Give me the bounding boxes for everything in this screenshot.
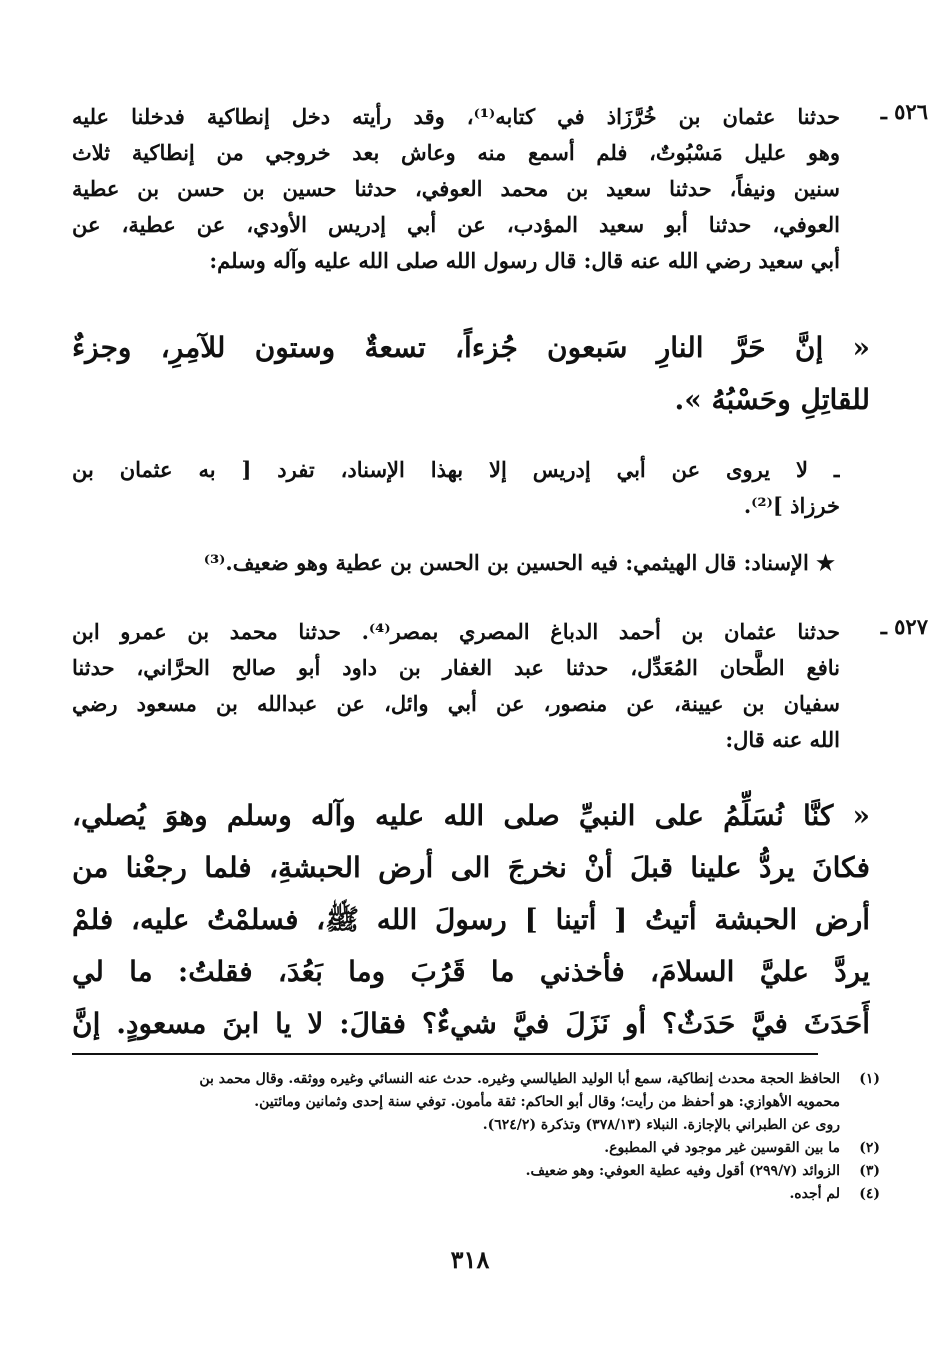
footnotes bbox=[60, 1068, 880, 1206]
matn-line: للقاتِلِ وحَسْبُهُ ». bbox=[674, 383, 870, 416]
footnote-number: (٤) bbox=[859, 1186, 880, 1202]
footnote bbox=[60, 1160, 880, 1183]
hadith-number: ٥٢٦ ـ bbox=[880, 99, 928, 124]
hadith-526-isnad bbox=[72, 99, 928, 279]
footnote-number: (٢) bbox=[859, 1140, 880, 1156]
isnad-grade: ★ الإسناد: قال الهيثمي: فيه الحسين بن الحسن بن عطية وهو ضعيف.⁽³⁾ bbox=[203, 550, 835, 575]
text-line: سنين ونيفاً، حدثنا سعيد بن محمد العوفي، حدثنا حسين بن حسن بن عطية bbox=[72, 176, 840, 201]
text-line: نافع الطَّحان المُعَدِّل، حدثنا عبد الغفار بن داود أبو صالح الحرَّاني، حدثنا bbox=[72, 655, 840, 680]
text-line: حدثنا عثمان بن خُرَّزَاذ في كتابه⁽¹⁾، وقد رأيته دخل إنطاكية فدخلنا عليه bbox=[72, 104, 840, 129]
footnote-line: لم أجده. bbox=[789, 1186, 840, 1202]
hadith-526-remark bbox=[72, 452, 840, 524]
hadith-526-matn bbox=[72, 322, 870, 426]
footnote bbox=[60, 1183, 880, 1206]
footnote bbox=[60, 1068, 880, 1137]
hadith-527-isnad bbox=[72, 614, 928, 758]
matn-line: يردَّ عليَّ السلامَ، فأخذني ما قَرُبَ وما بَعُدَ، فقلتُ: ما لي bbox=[72, 955, 870, 988]
footnote-line: ما بين القوسين غير موجود في المطبوع. bbox=[604, 1140, 840, 1156]
matn-line: « كنَّا نُسَلِّمُ على النبيِّ صلى الله عليه وآله وسلم وهوَ يُصلي، bbox=[72, 799, 870, 832]
text-line: العوفي، حدثنا أبو سعيد المؤدب، عن أبي إدريس الأودي، عن عطية، عن bbox=[72, 212, 840, 237]
text-line: ـ لا يروى عن أبي إدريس إلا بهذا الإسناد، تفرد [ به عثمان بن bbox=[72, 457, 840, 482]
footnote-separator bbox=[72, 1053, 818, 1055]
text-line: حدثنا عثمان بن أحمد الدباغ المصري بمصر⁽⁴⁾. حدثنا محمد بن عمرو ابن bbox=[72, 619, 840, 644]
page-number: ٣١٨ bbox=[450, 1245, 490, 1274]
text-line: أبي سعيد رضي الله عنه قال: قال رسول الله صلى الله عليه وآله وسلم: bbox=[209, 248, 840, 273]
matn-line: فكانَ يردُّ علينا قبلَ أنْ نخرجَ الى أرض الحبشةِ، فلما رجعْنا من bbox=[72, 851, 870, 884]
footnote-line: الزوائد (٢٩٩/٧) أقول وفيه عطية العوفي: وهو ضعيف. bbox=[525, 1163, 840, 1179]
text-line: خرزاذ ]⁽²⁾. bbox=[743, 493, 840, 518]
text-line: سفيان بن عيينة، عن منصور، عن أبي وائل، عن عبدالله بن مسعود رضي bbox=[72, 691, 840, 716]
matn-line: أرض الحبشة أتيتُ [ أتينا ] رسولَ الله ﷺ، فسلمْتُ عليه، فلمْ bbox=[72, 903, 870, 936]
hadith-number: ٥٢٧ ـ bbox=[880, 614, 928, 639]
footnote-line: روى عن الطبراني بالإجازة. النبلاء (٣٧٨/١٣) وتذكرة (٦٢٤/٢). bbox=[482, 1117, 840, 1133]
hadith-527-matn bbox=[72, 790, 870, 1050]
matn-line: أَحَدَثَ فيَّ حَدَثٌ؟ أو نَزَلَ فيَّ شيءٌ؟ فقالَ: لا يا ابنَ مسعودٍ. إنَّ bbox=[72, 1007, 870, 1040]
footnote-number: (١) bbox=[859, 1071, 880, 1087]
text-line: الله عنه قال: bbox=[725, 727, 840, 752]
footnote-line: الحافظ الحجة محدث إنطاكية، سمع أبا الوليد الطيالسي وغيره. حدث عنه النسائي وغيره ووثقه. وقال محمد بن bbox=[199, 1071, 840, 1087]
footnote-line: محمويه الأهوازي: هو أحفظ من رأيت؛ وقال أبو الحاكم: ثقة مأمون. توفي سنة إحدى وثمانين ومائتين. bbox=[254, 1094, 840, 1110]
matn-line: « إنَّ حَرَّ النارِ سَبعون جُزءاً، تسعةٌ وستون للآمِرِ، وجزءٌ bbox=[72, 331, 870, 364]
text-line: وهو عليل مَسْبُوتٌ، فلم أسمع منه وعاش بعد خروجي من إنطاكية ثلاث bbox=[72, 140, 840, 165]
footnote bbox=[60, 1137, 880, 1160]
footnote-number: (٣) bbox=[859, 1163, 880, 1179]
